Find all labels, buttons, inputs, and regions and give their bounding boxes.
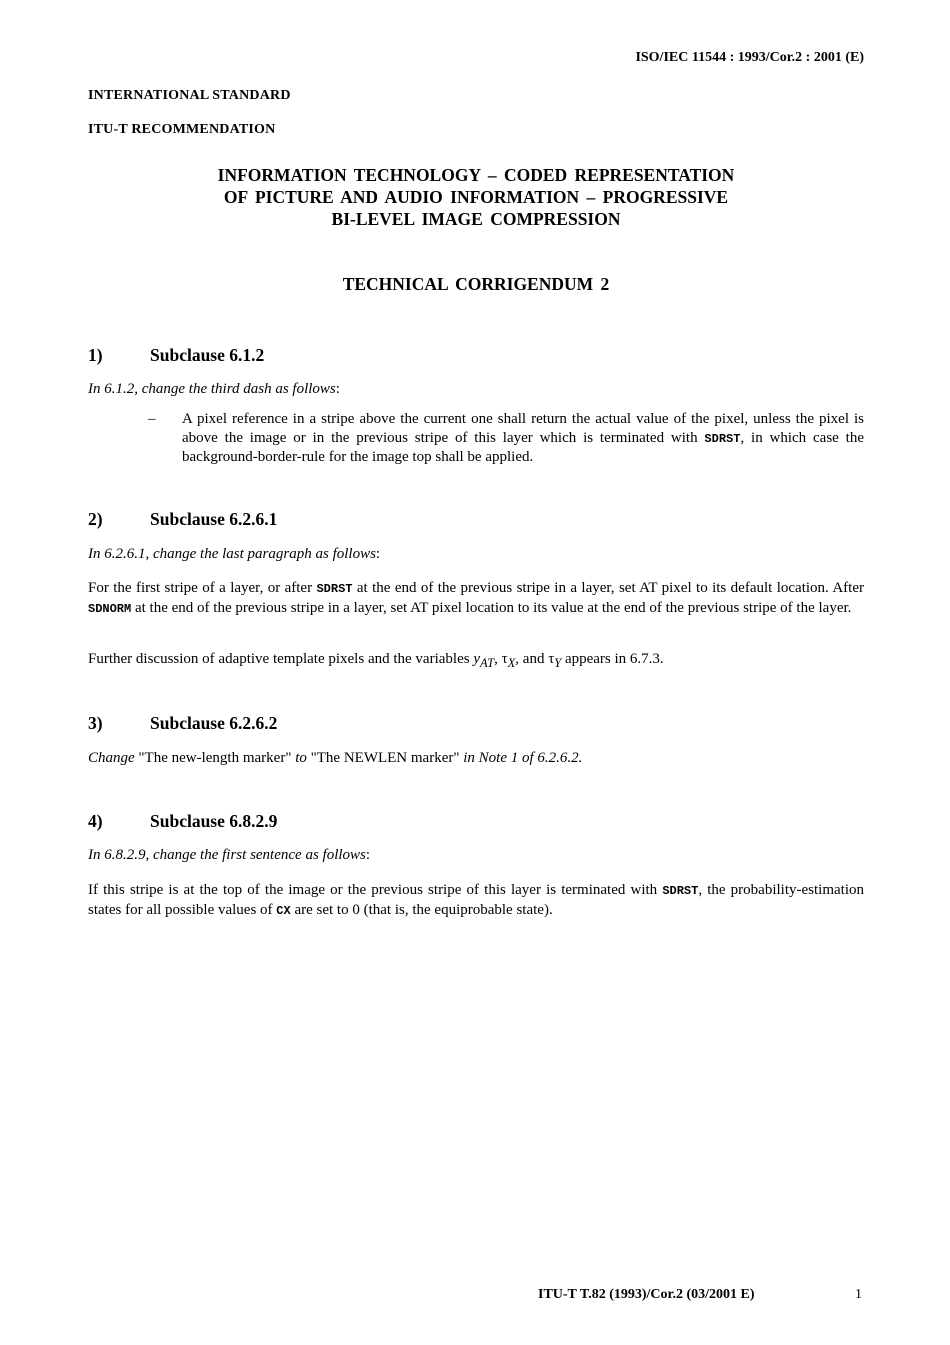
- section-2-number: 2): [88, 509, 103, 529]
- section-2-instruction: In 6.2.6.1, change the last paragraph as follows:: [88, 546, 381, 562]
- section-3-title: Subclause 6.2.6.2: [150, 713, 278, 733]
- section-2-heading: [88, 509, 277, 530]
- section-1-heading: [88, 345, 264, 366]
- section-4-instruction: In 6.8.2.9, change the first sentence as follows:: [88, 847, 371, 863]
- section-4-title: Subclause 6.8.2.9: [150, 811, 278, 831]
- section-3-number: 3): [88, 713, 103, 733]
- section-1-instruction: In 6.1.2, change the third dash as follows:: [88, 381, 340, 397]
- document-reference: ISO/IEC 11544 : 1993/Cor.2 : 2001 (E): [635, 50, 864, 65]
- footer-reference: ITU-T T.82 (1993)/Cor.2 (03/2001 E): [538, 1287, 755, 1302]
- section-2-paragraph-1: For the first stripe of a layer, or after SDRST at the end of the previous stripe in a layer, set AT pixel to its default location. After SDNORM at the end of the previous stripe in a layer, set AT pixel location to its value at the end of the previous stripe of the layer.: [88, 580, 864, 616]
- itu-recommendation-label: ITU-T RECOMMENDATION: [88, 122, 276, 137]
- code-sdnorm: SDNORM: [88, 601, 132, 616]
- page-number: 1: [855, 1287, 862, 1302]
- dash-bullet: –: [148, 411, 156, 427]
- section-4-paragraph: If this stripe is at the top of the image or the previous stripe of this layer is terminated with SDRST, the probability-estimation states for all possible values of CX are set to 0 (that is, the equiprobable state).: [88, 882, 864, 918]
- section-1-dash-text: A pixel reference in a stripe above the current one shall return the actual value of the pixel, unless the pixel is above the image or in the previous stripe of this layer which is terminated with SDRST, in which case the background-border-rule for the image top shall be applied.: [182, 411, 864, 465]
- section-1-dash-item: [148, 410, 864, 467]
- title-line-1: INFORMATION TECHNOLOGY – CODED REPRESENTATION: [217, 165, 735, 185]
- code-cx: CX: [276, 903, 291, 918]
- section-3-heading: [88, 713, 277, 734]
- title-line-2: OF PICTURE AND AUDIO INFORMATION – PROGRESSIVE: [223, 187, 729, 207]
- section-2-title: Subclause 6.2.6.1: [150, 509, 278, 529]
- code-sdrst: SDRST: [316, 582, 353, 596]
- section-1-title: Subclause 6.1.2: [150, 345, 265, 365]
- code-sdrst: SDRST: [662, 884, 699, 898]
- international-standard-label: INTERNATIONAL STANDARD: [88, 88, 291, 103]
- section-2-paragraph-2: Further discussion of adaptive template pixels and the variables $y_{AT}$, $\tau_X$, and $\tau_Y$ appears in 6.7.3.: [88, 651, 664, 670]
- variable-y: y: [473, 651, 480, 667]
- section-3-instruction: Change "The new-length marker" to "The NEWLEN marker" in Note 1 of 6.2.6.2.: [88, 750, 583, 766]
- code-sdrst: SDRST: [704, 431, 741, 446]
- document-title: [88, 164, 864, 230]
- section-4-number: 4): [88, 811, 103, 831]
- section-4-heading: [88, 811, 277, 832]
- title-line-3: BI-LEVEL IMAGE COMPRESSION: [331, 209, 621, 229]
- section-1-number: 1): [88, 345, 103, 365]
- corrigendum-title: TECHNICAL CORRIGENDUM 2: [342, 274, 610, 294]
